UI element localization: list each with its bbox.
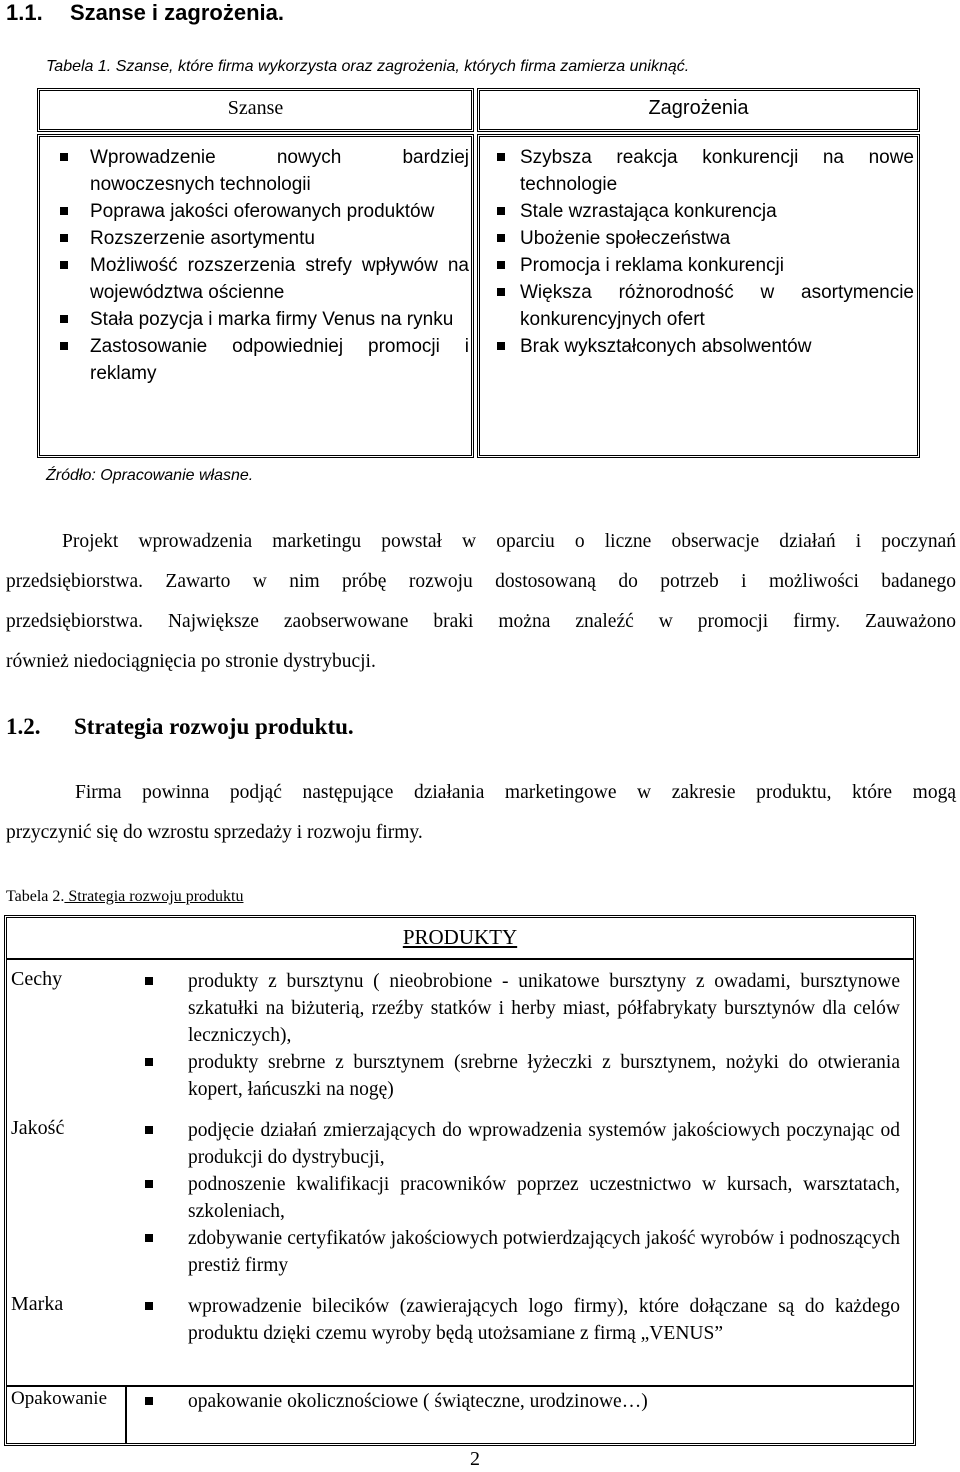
- list-item: Brak wykształconych absolwentów: [480, 333, 914, 360]
- row-label-opakowanie: Opakowanie: [11, 1388, 108, 1409]
- paragraph-line: Projekt wprowadzenia marketingu powstał w oparciu o liczne obserwacje działań i poczynań: [62, 531, 956, 552]
- paragraph-line: przedsiębiorstwa. Zawarto w nim próbę rozwoju dostosowaną do potrzeb i możliwości badanego: [6, 571, 956, 592]
- list-item: Poprawa jakości oferowanych produktów: [40, 198, 469, 225]
- paragraph-line: przyczynić się do wzrostu sprzedaży i rozwoju firmy.: [6, 822, 423, 843]
- jakosc-list: [140, 1117, 900, 1279]
- section-number: 1.1.: [6, 0, 43, 25]
- paragraph-line: Firma powinna podjąć następujące działania marketingowe w zakresie produktu, które mogą: [75, 782, 956, 803]
- list-item: produkty z bursztynu ( nieobrobione - unikatowe bursztyny z owadami, bursztynowe szkatułki na biżuterią, rzeźby statków i herby miast, półfabrykaty bursztynów dla celów leczniczych),: [140, 968, 900, 1049]
- table1-source: Źródło: Opracowanie własne.: [46, 467, 254, 484]
- table2-header-divider: [7, 958, 913, 960]
- table2-row-divider: [7, 1385, 913, 1387]
- list-item: Stała pozycja i marka firmy Venus na rynku: [40, 306, 469, 333]
- paragraph-1: [6, 522, 956, 682]
- szanse-list: [40, 144, 469, 387]
- list-item: produkty srebrne z bursztynem (srebrne łyżeczki z bursztynem, nożyki do otwierania kopert, łańcuszki na nogę): [140, 1049, 900, 1103]
- list-item: wprowadzenie bilecików (zawierających logo firmy), które dołączane są do każdego produktu dzięki czemu wyroby będą utożsamiane z firmą „VENUS”: [140, 1293, 900, 1347]
- section-title: Szanse i zagrożenia.: [70, 0, 284, 25]
- section-heading-1-1: [6, 0, 284, 26]
- row-label-jakosc: Jakość: [11, 1117, 65, 1139]
- list-item: Rozszerzenie asortymentu: [40, 225, 469, 252]
- cechy-list: [140, 968, 900, 1103]
- table2-caption-title: Strategia rozwoju produktu: [64, 888, 244, 905]
- zagrozenia-header: Zagrożenia: [648, 97, 749, 119]
- table2-caption: [6, 888, 243, 906]
- list-item: Zastosowanie odpowiedniej promocji i reklamy: [40, 333, 469, 387]
- list-item: podnoszenie kwalifikacji pracowników poprzez uczestnictwo w kursach, warsztatach, szkoleniach,: [140, 1171, 900, 1225]
- table2-header: [4, 925, 916, 950]
- table2-column-divider: [125, 1387, 127, 1443]
- row-label-marka: Marka: [11, 1293, 64, 1315]
- list-item: Promocja i reklama konkurencji: [480, 252, 914, 279]
- section-number: 1.2.: [6, 714, 41, 739]
- zagrozenia-list: [480, 144, 914, 360]
- list-item: Możliwość rozszerzenia strefy wpływów na województwa ościenne: [40, 252, 469, 306]
- list-item: Ubożenie społeczeństwa: [480, 225, 914, 252]
- paragraph-line: przedsiębiorstwa. Największe zaobserwowane braki można znaleźć w promocji firmy. Zauważono: [6, 611, 956, 632]
- szanse-header: Szanse: [227, 97, 284, 119]
- section-heading-1-2: [6, 714, 354, 740]
- opakowanie-list: [140, 1388, 900, 1415]
- table1-caption: Tabela 1. Szanse, które firma wykorzysta oraz zagrożenia, których firma zamierza uniknąć.: [46, 58, 690, 75]
- list-item: Większa różnorodność w asortymencie konkurencyjnych ofert: [480, 279, 914, 333]
- paragraph-line: również niedociągnięcia po stronie dystrybucji.: [6, 651, 376, 672]
- list-item: Szybsza reakcja konkurencji na nowe technologie: [480, 144, 914, 198]
- list-item: Wprowadzenie nowych bardziej nowoczesnych technologii: [40, 144, 469, 198]
- list-item: Stale wzrastająca konkurencja: [480, 198, 914, 225]
- list-item: opakowanie okolicznościowe ( świąteczne, urodzinowe…): [140, 1388, 900, 1415]
- paragraph-2: [6, 773, 956, 853]
- table2-caption-prefix: Tabela 2.: [6, 888, 65, 905]
- marka-list: [140, 1293, 900, 1347]
- row-label-cechy: Cechy: [11, 968, 63, 990]
- list-item: podjęcie działań zmierzających do wprowadzenia systemów jakościowych poczynając od produkcji do dystrybucji,: [140, 1117, 900, 1171]
- list-item: zdobywanie certyfikatów jakościowych potwierdzających jakość wyrobów i podnoszących prestiż firmy: [140, 1225, 900, 1279]
- page-number: 2: [470, 1448, 480, 1470]
- table2-header-text: PRODUKTY: [402, 925, 518, 949]
- section-title: Strategia rozwoju produktu.: [74, 714, 354, 739]
